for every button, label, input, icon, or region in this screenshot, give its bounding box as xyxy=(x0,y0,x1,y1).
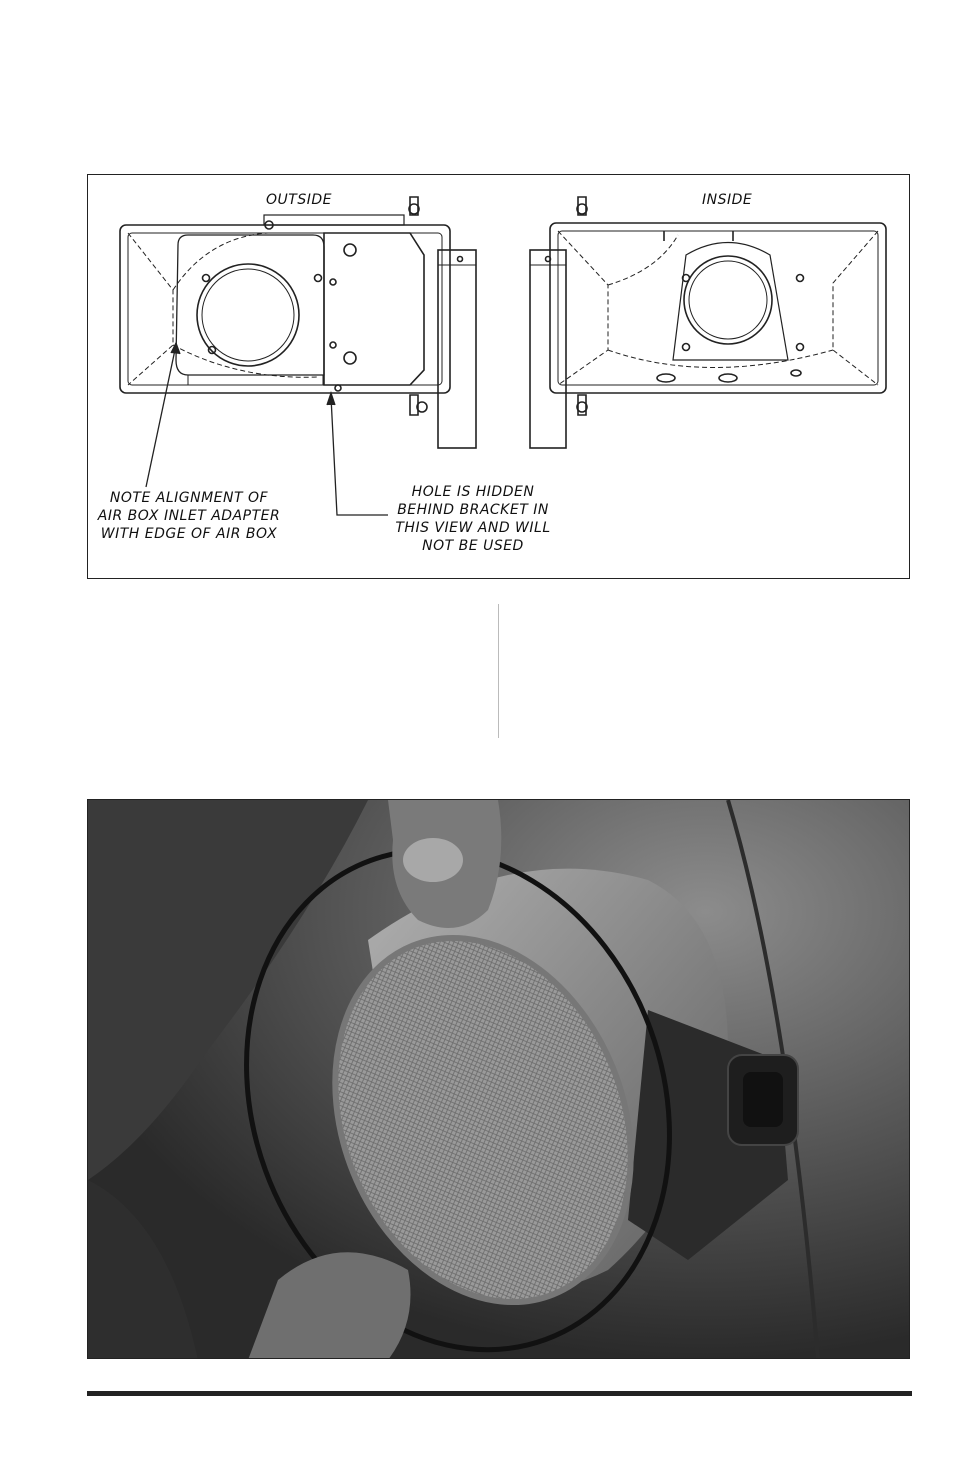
label-outside: OUTSIDE xyxy=(266,192,332,208)
airbox-outside-view xyxy=(120,197,476,448)
label-inside: INSIDE xyxy=(702,192,753,208)
footer-rule xyxy=(87,1391,912,1396)
column-divider xyxy=(498,604,499,738)
note-hidden-hole-callout: HOLE IS HIDDEN BEHIND BRACKET IN THIS VIEW AND WILL NOT BE USED xyxy=(395,484,551,554)
note-alignment-callout: NOTE ALIGNMENT OF AIR BOX INLET ADAPTER WITH EDGE OF AIR BOX xyxy=(97,490,281,542)
diagram-figure xyxy=(87,174,910,579)
maf-sensor-illustration xyxy=(88,800,910,1359)
airbox-inside-view xyxy=(530,197,886,448)
maf-sensor-photo xyxy=(87,799,910,1359)
